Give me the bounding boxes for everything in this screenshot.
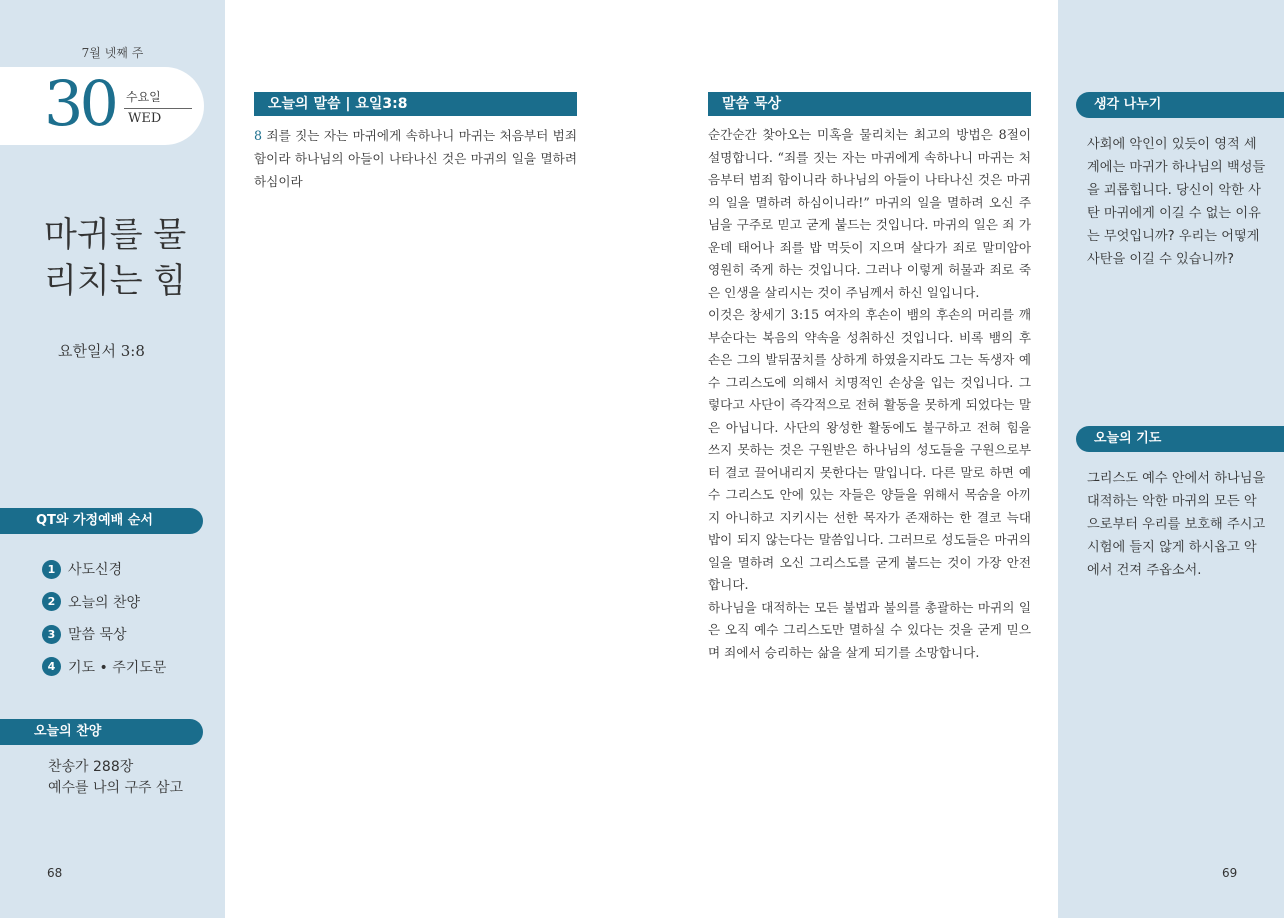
meditation-paragraph: 이것은 창세기 3:15 여자의 후손이 뱀의 후손의 머리를 깨부순다는 복음의 약속을 성취하신 것입니다. 비록 뱀의 후손은 그의 발뒤꿈치를 상하게 하였을지라도 그는 독생자 예수 그리스도에 의해서 치명적인 손상을 입는 것입니다. 그렇다고 사단이 즉각적으로 전혀 활동을 못하게 되었다는 말은 아닙니다. 사단의 왕성한 활동에도 불구하고 전혀 힘을 쓰지 못하는 것은 구원받은 하나님의 성도들을 구원으로부터 결코 끌어내리지 못한다는 말입니다. 다른 말로 하면 예수 그리스도 안에 있는 자들은 양들을 위해서 목숨을 아끼지 아니하고 지키시는 선한 목자가 존재하는 한 결코 늑대 밥이 되지 않는다는 말씀입니다. 그러므로 성도들은 마귀의 일을 멸하려 오신 그리스도를 굳게 붙드는 것이 가장 안전합니다. <box>708 307 1031 592</box>
bible-reference: 요한일서 3:8 <box>58 342 145 360</box>
meditation-header <box>708 92 1031 116</box>
qt-order-label <box>0 508 203 534</box>
share-label <box>1076 92 1284 118</box>
hymn-title: 예수를 나의 구주 삼고 <box>48 780 184 796</box>
meditation-paragraph: 하나님을 대적하는 모든 불법과 불의를 총괄하는 마귀의 일은 오직 예수 그리스도만 멸하실 수 있다는 것을 굳게 믿으며 죄에서 승리하는 삶을 살게 되기를 소망합니다. <box>708 599 1031 660</box>
number-badge: 3 <box>42 625 61 644</box>
prayer-label <box>1076 426 1284 452</box>
left-sidebar <box>0 0 225 918</box>
page-number-left: 68 <box>47 866 63 880</box>
verse-body <box>254 124 577 193</box>
weekday-ko: 수요일 <box>126 90 161 104</box>
date-number: 30 <box>44 67 115 140</box>
number-badge: 1 <box>42 560 61 579</box>
qt-order-list <box>42 553 166 683</box>
list-item-label: 기도 • 주기도문 <box>68 659 167 676</box>
meditation-header-text: 말씀 묵상 <box>722 96 781 112</box>
verse-text: 죄를 짓는 자는 마귀에게 속하나니 마귀는 처음부터 범죄함이라 하나님의 아들이 나타나신 것은 마귀의 일을 멸하려 하심이라 <box>254 128 577 189</box>
week-label: 7월 넷째 주 <box>81 46 144 60</box>
meditation-paragraph: 순간순간 찾아오는 미혹을 물리치는 최고의 방법은 8절이 설명합니다. “죄를 짓는 자는 마귀에게 속하나니 마귀는 처음부터 범죄 함이니라 하나님의 아들이 나타나신 것은 마귀의 일을 멸하려 하심이니라!” 마귀의 일을 멸하려 오신 주님을 구주로 믿고 굳게 붙드는 것입니다. 마귀의 일은 죄 가운데 태어나 죄를 밥 먹듯이 지으며 살다가 죄로 말미암아 영원히 죽게 하는 것입니다. 그러나 이렇게 허물과 죄로 죽은 인생을 살리시는 것이 주님께서 하신 일입니다. <box>708 127 1031 300</box>
list-item <box>42 618 166 651</box>
date-badge <box>0 67 204 145</box>
verse-header-text: 오늘의 말씀 | 요일3:8 <box>268 96 408 112</box>
hymn-label <box>0 719 203 745</box>
date-divider <box>124 108 192 109</box>
page-title: 마귀를 물리치는 힘 <box>44 215 187 301</box>
verse-number: 8 <box>254 128 263 143</box>
prayer-text: 그리스도 예수 안에서 하나님을 대적하는 악한 마귀의 모든 악으로부터 우리를 보호해 주시고 시험에 들지 않게 하시옵고 악에서 건져 주옵소서. <box>1087 471 1266 578</box>
list-item-label: 사도신경 <box>68 562 123 579</box>
weekday-en: WED <box>128 111 162 126</box>
hymn-label-text: 오늘의 찬양 <box>34 724 102 739</box>
prayer-label-text: 오늘의 기도 <box>1094 431 1162 446</box>
list-item <box>42 586 166 619</box>
list-item-label: 오늘의 찬양 <box>68 594 141 611</box>
share-text: 사회에 악인이 있듯이 영적 세계에는 마귀가 하나님의 백성들을 괴롭힙니다. 당신이 악한 사탄 마귀에게 이길 수 없는 이유는 무엇입니까? 우리는 어떻게 사탄을 이길 수 있습니까? <box>1087 137 1266 267</box>
hymn-info <box>48 757 183 799</box>
hymn-number: 찬송가 288장 <box>48 759 134 775</box>
page-number-right: 69 <box>1222 866 1238 880</box>
list-item <box>42 651 166 684</box>
qt-order-label-text: QT와 가정예배 순서 <box>36 513 153 528</box>
verse-header <box>254 92 577 116</box>
list-item-label: 말씀 묵상 <box>68 627 127 644</box>
list-item <box>42 553 166 586</box>
meditation-body <box>708 124 1031 664</box>
share-label-text: 생각 나누기 <box>1094 97 1162 112</box>
number-badge: 2 <box>42 592 61 611</box>
number-badge: 4 <box>42 657 61 676</box>
